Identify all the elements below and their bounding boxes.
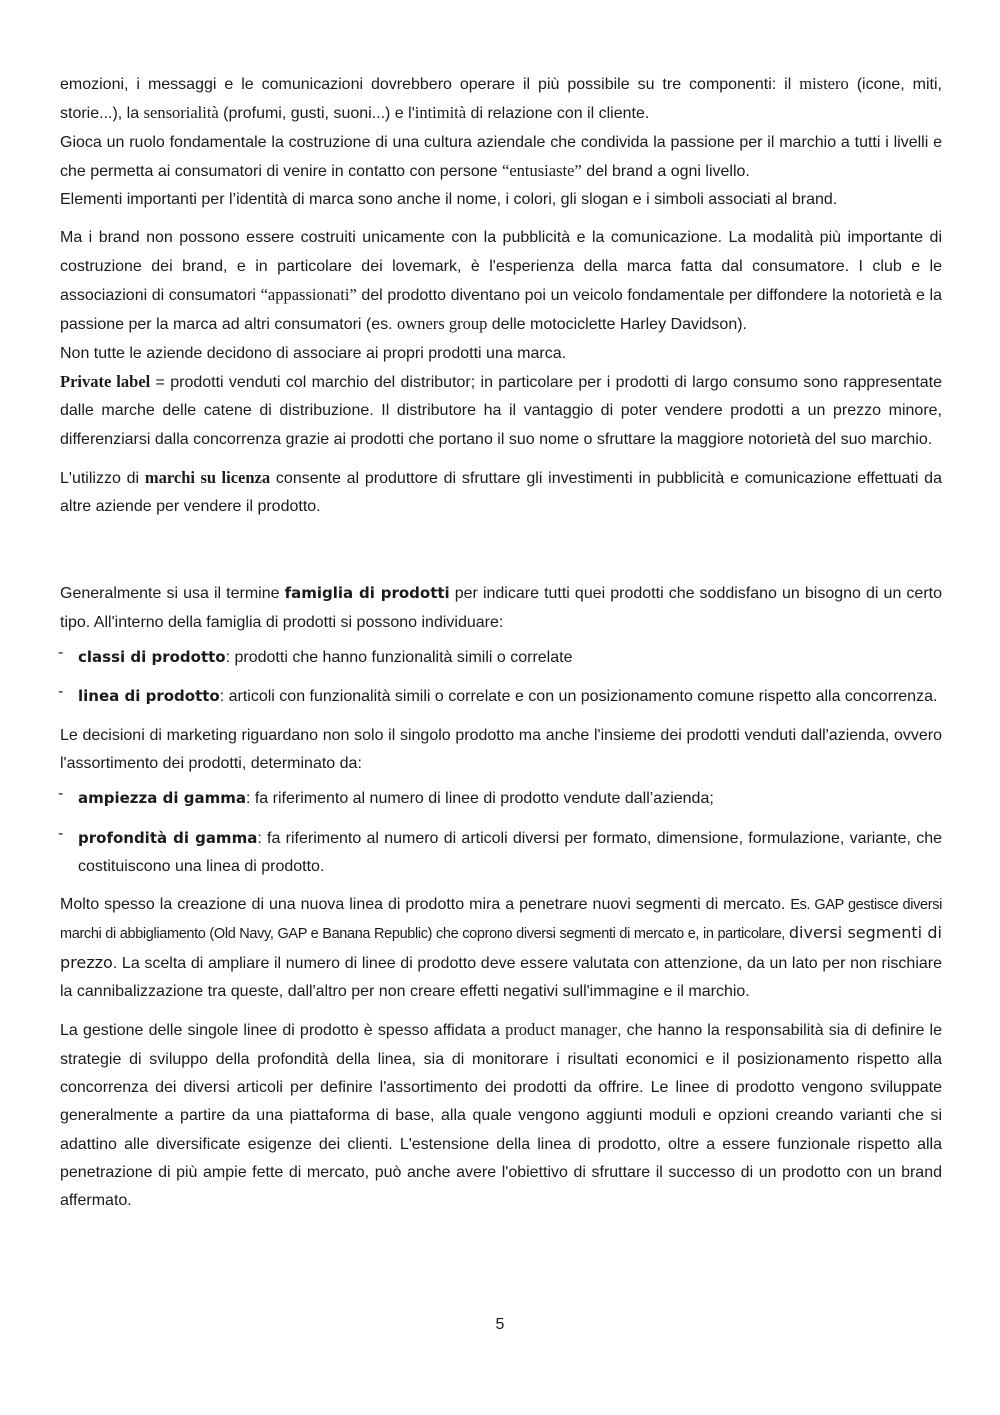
term: profondità di gamma [78, 828, 258, 847]
term-segmenti-di-prezzo: diversi segmenti di prezzo [60, 923, 942, 972]
document-page [60, 70, 942, 1215]
text: Gioca un ruolo fondamentale la costruzione di una cultura aziendale che condivida la passione per il marchio a tutti i livelli e che permetta ai consumatori di venire in contatto con persone [60, 133, 942, 180]
term-appassionati: “appassionati” [260, 285, 357, 305]
paragraph-no-brand: Non tutte le aziende decidono di associare ai propri prodotti una marca. [60, 344, 567, 362]
text: : articoli con funzionalità simili o correlate e con un posizionamento comune rispetto alla concorrenza. [219, 688, 938, 706]
text: Molto spesso la creazione di una nuova linea di prodotto mira a penetrare nuovi segmenti di mercato. [60, 896, 791, 914]
paragraph-components [60, 70, 942, 129]
paragraph-new-line [60, 891, 942, 1006]
term: classi di prodotto [78, 648, 226, 667]
term-famiglia-di-prodotti: famiglia di prodotti [284, 584, 450, 603]
term-entusiaste: “entusiaste” [502, 160, 582, 180]
term: linea di prodotto [78, 687, 220, 706]
example-gap: Es. GAP gestisce diversi marchi di abbigliamento (Old Navy, GAP e Banana Republic) che coprono diversi segmenti di mercato e, in particolare, [60, 897, 943, 943]
paragraph-identity: Elementi importanti per l’identità di marca sono anche il nome, i colori, gli slogan e i simboli associati al brand. [60, 191, 838, 209]
text: per indicare tutti quei prodotti che soddisfano un bisogno di un certo tipo. All'interno della famiglia di prodotti si possono individuare: [60, 585, 942, 631]
dash-bullet: - [58, 683, 64, 701]
paragraph-private-label [60, 368, 942, 454]
text: del prodotto diventano poi un veicolo fondamentale per diffondere la notorietà e la passione per la marca ad altri consumatori (es. [60, 287, 943, 334]
text: = prodotti venduti col marchio del distributor; in particolare per i prodotti di largo consumo sono rappresentate dalle marche delle catene di distribuzione. Il distributore ha il vantaggio di poter vendere prodotti a un prezzo minore, differenziarsi dalla concorrenza grazie ai prodotti che portano il suo nome o sfruttare la maggiore notorietà del suo marchio. [60, 373, 942, 448]
text: La gestione delle singole linee di prodotto è spesso affidata a [60, 1022, 506, 1040]
term-sensorialita: sensorialità [143, 103, 219, 123]
term-owners-group: owners group [397, 314, 488, 334]
list-item [60, 682, 942, 711]
text: : fa riferimento al numero di linee di prodotto vendute dall’azienda; [245, 790, 714, 808]
list-item [60, 824, 942, 882]
text: Ma i brand non possono essere costruiti unicamente con la pubblicità e la comunicazione. La modalità più importante di costruzione dei brand, e in particolare dei lovemark, è l'esperienza della marca fatta dal consumatore. I club e le associazioni di consumatori [60, 229, 942, 305]
text: . La scelta di ampliare il numero di linee di prodotto deve essere valutata con attenzione, da un lato per non rischiare la cannibalizzazione tra queste, dall'altro per non creare effetti negativi sull'immagine e il marchio. [60, 954, 942, 1001]
text: : fa riferimento al numero di articoli diversi per formato, dimensione, formulazione, variante, che costituiscono una linea di prodotto. [78, 829, 943, 875]
list-product-family [60, 643, 942, 712]
term-private-label: Private label [60, 371, 151, 391]
dash-bullet: - [58, 644, 64, 662]
text: emozioni, i messaggi e le comunicazioni dovrebbero operare il più possibile su tre componenti: il [60, 76, 800, 93]
term-mistero: mistero [799, 74, 849, 93]
dash-bullet: - [58, 824, 64, 842]
term-marchi-su-licenza: marchi su licenza [144, 467, 271, 487]
text: consente al produttore di sfruttare gli investimenti in pubblicità e comunicazione effettuati da altre aziende per vendere il prodotto. [60, 469, 942, 516]
paragraph-product-family [60, 579, 942, 637]
text: Generalmente si usa il termine [60, 585, 285, 603]
paragraph-culture [60, 129, 942, 187]
term-product-manager: product manager [505, 1020, 618, 1040]
paragraph-product-manager [60, 1016, 942, 1215]
paragraph-experience [60, 224, 942, 339]
term: ampiezza di gamma [78, 789, 246, 808]
text: del brand a ogni livello. [581, 162, 750, 180]
paragraph-licensing [60, 464, 942, 522]
text: L'utilizzo di [60, 469, 145, 487]
term-intimita: intimità [414, 103, 467, 123]
list-item [60, 643, 942, 672]
text: , che hanno la responsabilità sia di definire le strategie di sviluppo della profondità della linea, sia di monitorare i risultati economici e il posizionamento rispetto alla concorrenza dei diversi articoli per definire l'assortimento dei prodotti da offrire. Le linee di prodotto vengono sviluppate generalmente a partire da una piattaforma di base, alla quale vengono aggiunti moduli e opzioni creando varianti che si adattino alle diversificate esigenze dei clienti. L'estensione della linea di prodotto, oltre a essere funzionale rispetto alla penetrazione di più ampie fette di mercato, può anche avere l'obiettivo di sfruttare il successo di un prodotto con un brand affermato. [60, 1022, 943, 1210]
text: delle motociclette Harley Davidson). [487, 316, 747, 334]
list-item [60, 784, 942, 813]
text: di relazione con il cliente. [466, 105, 650, 123]
text: (icone, miti, storie...), la [60, 76, 942, 123]
text: (profumi, gusti, suoni...) e l' [218, 105, 415, 123]
text: : prodotti che hanno funzionalità simili o correlate [225, 649, 573, 667]
dash-bullet: - [58, 785, 64, 803]
page-number: 5 [495, 1316, 505, 1333]
paragraph-assortment: Le decisioni di marketing riguardano non solo il singolo prodotto ma anche l'insieme dei prodotti venduti dall'azienda, ovvero l'assortimento dei prodotti, determinato da: [60, 726, 942, 772]
list-assortment [60, 784, 942, 881]
